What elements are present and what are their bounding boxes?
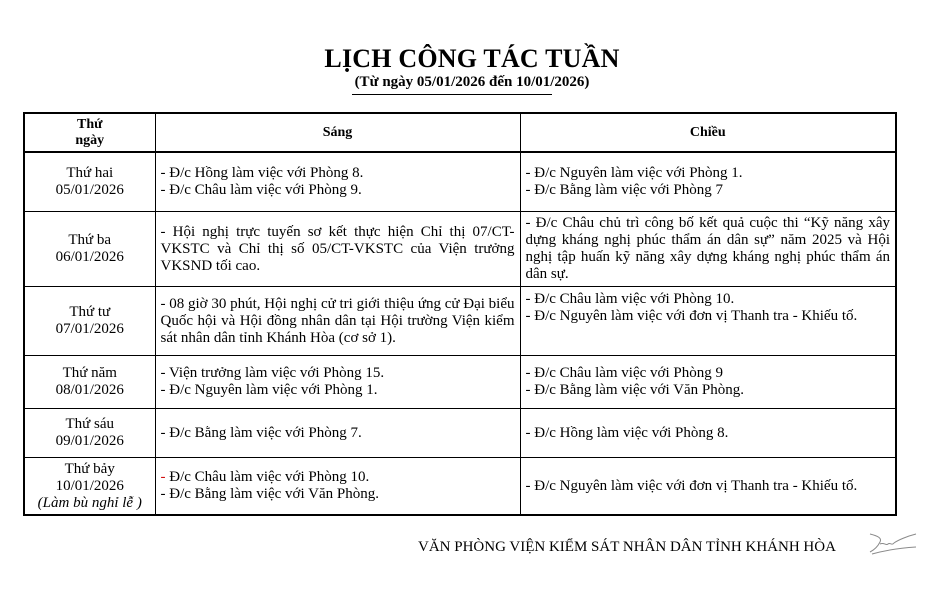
table-row — [24, 458, 896, 516]
day-date: 06/01/2026 — [55, 249, 124, 265]
afternoon-cell — [520, 458, 896, 516]
header-day-line1: Thứ — [76, 116, 103, 132]
afternoon-cell — [520, 152, 896, 212]
day-date: 05/01/2026 — [55, 182, 124, 198]
afternoon-item: - Đ/c Châu chủ trì công bố kết quả cuộc thi “Kỹ năng xây dựng kháng nghị phúc thẩm án dân sự” năm 2025 và Hội nghị tập huấn kỹ năng xây dựng kháng nghị phúc thẩm án dân sự. — [525, 215, 890, 282]
table-row — [24, 152, 896, 212]
signature-icon — [868, 530, 918, 556]
header-day-date — [24, 113, 155, 152]
document-subtitle: (Từ ngày 05/01/2026 đến 10/01/2026) — [354, 74, 590, 90]
afternoon-cell — [520, 409, 896, 458]
header-afternoon: Chiều — [520, 113, 896, 152]
table-header-row — [24, 113, 896, 152]
afternoon-cell — [520, 212, 896, 287]
day-cell — [24, 287, 155, 356]
morning-item: - Đ/c Bằng làm việc với Phòng 7. — [160, 424, 362, 441]
header-day-line2: ngày — [75, 132, 105, 148]
morning-item-text: Đ/c Châu làm việc với Phòng 10. — [165, 469, 370, 485]
red-dash-marker: - — [160, 469, 166, 485]
morning-item: - Viện trưởng làm việc với Phòng 15. — [160, 365, 385, 381]
day-cell — [24, 152, 155, 212]
morning-item: - 08 giờ 30 phút, Hội nghị cử tri giới thiệu ứng cử Đại biểu Quốc hội và Hội đồng nhân dân tại Hội trường Viện kiểm sát nhân dân tỉnh Khánh Hòa (cơ sở 1). — [160, 295, 515, 346]
document-title: LỊCH CÔNG TÁC TUẦN — [324, 44, 620, 73]
day-cell — [24, 212, 155, 287]
morning-cell — [155, 287, 520, 356]
table-row — [24, 212, 896, 287]
subtitle-underline-divider — [352, 94, 552, 95]
day-cell — [24, 458, 155, 516]
day-cell — [24, 409, 155, 458]
morning-item: - Đ/c Nguyên làm việc với Phòng 1. — [160, 382, 378, 398]
afternoon-item: - Đ/c Nguyên làm việc với Phòng 1. — [525, 165, 743, 181]
afternoon-cell — [520, 287, 896, 356]
morning-item: - Đ/c Hồng làm việc với Phòng 8. — [160, 165, 364, 181]
day-name: Thứ hai — [66, 165, 114, 181]
morning-item — [161, 469, 515, 486]
afternoon-item: - Đ/c Nguyên làm việc với đơn vị Thanh tra - Khiếu tố. — [525, 308, 858, 324]
afternoon-item: - Đ/c Châu làm việc với Phòng 10. — [525, 291, 735, 307]
table-row — [24, 409, 896, 458]
afternoon-item: - Đ/c Bằng làm việc với Phòng 7 — [525, 182, 723, 198]
weekly-schedule-table — [23, 112, 897, 516]
day-name: Thứ tư — [69, 304, 111, 320]
table-row — [24, 287, 896, 356]
day-name: Thứ năm — [62, 365, 117, 381]
morning-item: - Hội nghị trực tuyến sơ kết thực hiện Chỉ thị 07/CT-VKSTC và Chỉ thị số 05/CT-VKSTC của Viện trưởng VKSND tối cao. — [160, 223, 515, 274]
morning-item: - Đ/c Bằng làm việc với Văn Phòng. — [160, 486, 379, 502]
afternoon-item: - Đ/c Hồng làm việc với Phòng 8. — [525, 424, 729, 441]
day-name: Thứ bảy — [64, 460, 115, 477]
day-cell — [24, 356, 155, 409]
header-morning: Sáng — [155, 113, 520, 152]
afternoon-cell — [520, 356, 896, 409]
afternoon-item: - Đ/c Châu làm việc với Phòng 9 — [525, 365, 723, 381]
morning-cell — [155, 356, 520, 409]
day-name: Thứ sáu — [65, 416, 115, 432]
morning-cell — [155, 409, 520, 458]
day-date: 09/01/2026 — [55, 433, 124, 449]
morning-cell — [155, 458, 520, 516]
issuer-footer: VĂN PHÒNG VIỆN KIỂM SÁT NHÂN DÂN TỈNH KHÁNH HÒA — [418, 539, 836, 555]
morning-cell — [155, 152, 520, 212]
day-date: 08/01/2026 — [55, 382, 124, 398]
day-date: 10/01/2026 — [55, 477, 124, 494]
day-note: (Làm bù nghỉ lễ ) — [37, 494, 142, 511]
day-name: Thứ ba — [68, 232, 112, 248]
afternoon-item: - Đ/c Bằng làm việc với Văn Phòng. — [525, 382, 744, 398]
day-date: 07/01/2026 — [55, 321, 124, 337]
table-row — [24, 356, 896, 409]
morning-cell — [155, 212, 520, 287]
afternoon-item: - Đ/c Nguyên làm việc với đơn vị Thanh tra - Khiếu tố. — [525, 477, 858, 494]
morning-item: - Đ/c Châu làm việc với Phòng 9. — [160, 182, 362, 198]
